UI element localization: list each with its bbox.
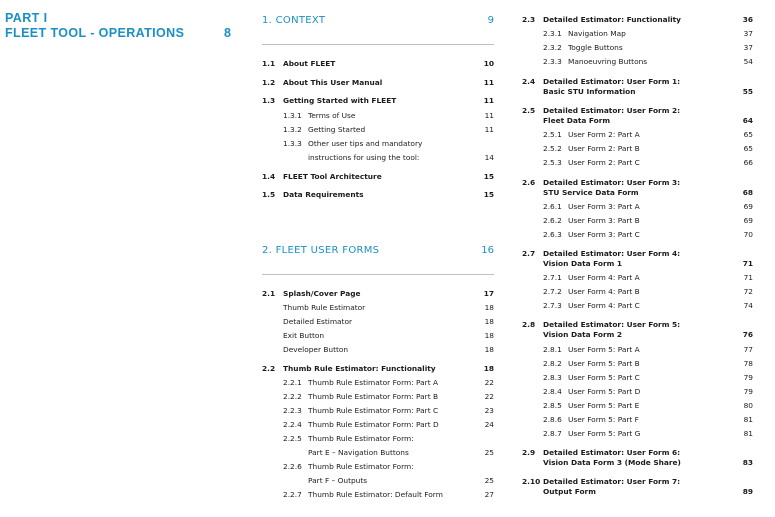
toc-entry-number: 2.3.1 [543, 29, 562, 38]
toc-entry-number: 2.8.7 [543, 429, 562, 438]
part-label: PART I [5, 11, 48, 25]
toc-entry-title[interactable]: Terms of Use [308, 111, 356, 120]
toc-entry-number: 2.2.7 [283, 490, 302, 499]
toc-entry-title[interactable]: Detailed Estimator: User Form 2: [543, 106, 681, 115]
toc-entry-title[interactable]: FLEET Tool Architecture [283, 172, 382, 181]
toc-entry-title[interactable]: User Form 2: Part C [568, 158, 640, 167]
toc-entry-title[interactable]: Detailed Estimator: User Form 3: [543, 178, 681, 187]
toc-entry-page[interactable]: 10 [483, 59, 494, 68]
toc-entry-page[interactable]: 79 [743, 373, 753, 382]
toc-entry-page[interactable]: 68 [742, 188, 753, 197]
toc-entry-page[interactable]: 24 [484, 420, 494, 429]
toc-entry-title[interactable]: Splash/Cover Page [283, 289, 361, 298]
toc-entry-number: 2.2.6 [283, 462, 302, 471]
toc-entry-page[interactable]: 22 [484, 392, 494, 401]
divider [262, 274, 494, 275]
toc-entry-page[interactable]: 25 [484, 476, 494, 485]
toc-entry-title[interactable]: Toggle Buttons [568, 43, 623, 52]
toc-entry-number: 2.8.6 [543, 415, 562, 424]
toc-entry-title[interactable]: User Form 4: Part B [568, 287, 640, 296]
chapter-1-page[interactable]: 9 [487, 15, 494, 26]
toc-entry-number: 2.5.3 [543, 158, 562, 167]
toc-entry-number: 2.7.3 [543, 301, 562, 310]
chapter-2-page[interactable]: 16 [481, 245, 494, 256]
toc-entry-number: 2.3.2 [543, 43, 562, 52]
toc-entry-title-continued[interactable]: Part E – Navigation Buttons [308, 448, 409, 457]
toc-entry-title[interactable]: About This User Manual [283, 78, 383, 87]
toc-entry-page[interactable]: 76 [742, 330, 753, 339]
toc-entry-page[interactable]: 15 [483, 172, 494, 181]
toc-entry-page[interactable]: 17 [483, 289, 494, 298]
toc-entry-number: 1.5 [262, 190, 276, 199]
toc-entry-title[interactable]: Detailed Estimator: User Form 7: [543, 477, 681, 486]
toc-entry-page[interactable]: 69 [743, 216, 753, 225]
toc-entry-page[interactable]: 65 [743, 130, 753, 139]
toc-entry-title[interactable]: User Form 5: Part E [568, 401, 640, 410]
toc-entry-number: 2.2.3 [283, 406, 302, 415]
toc-entry-title[interactable]: Thumb Rule Estimator Form: [308, 462, 414, 471]
toc-entry-title[interactable]: Detailed Estimator: User Form 6: [543, 448, 681, 457]
toc-entry-number: 2.8.1 [543, 345, 562, 354]
toc-entry-title[interactable]: User Form 5: Part G [568, 429, 641, 438]
toc-entry-page[interactable]: 80 [743, 401, 753, 410]
toc-entry-number: 2.3 [522, 15, 536, 24]
toc-entry-title[interactable]: User Form 5: Part C [568, 373, 640, 382]
toc-entry-page[interactable]: 78 [743, 359, 753, 368]
toc-entry-page[interactable]: 69 [743, 202, 753, 211]
toc-entry-title[interactable]: Other user tips and mandatory [308, 139, 423, 148]
toc-entry-title[interactable]: Thumb Rule Estimator: Functionality [283, 364, 436, 373]
toc-entry-number: 2.6.3 [543, 230, 562, 239]
toc-entry-page[interactable]: 18 [484, 331, 494, 340]
toc-entry-page[interactable]: 70 [743, 230, 753, 239]
toc-entry-page[interactable]: 11 [484, 111, 494, 120]
toc-entry-title[interactable]: Exit Button [283, 331, 325, 340]
toc-entry-title-continued[interactable]: Fleet Data Form [543, 116, 611, 125]
toc-entry-number: 1.3 [262, 96, 276, 105]
toc-entry-number: 1.3.2 [283, 125, 302, 134]
toc-entry-number: 2.7.1 [543, 273, 562, 282]
toc-entry-page[interactable]: 36 [742, 15, 753, 24]
toc-entry-number: 2.6 [522, 178, 536, 187]
toc-entry-title[interactable]: Thumb Rule Estimator: Default Form [308, 490, 443, 499]
toc-entry-number: 2.6.1 [543, 202, 562, 211]
toc-entry-title[interactable]: Navigation Map [568, 29, 626, 38]
toc-entry-title[interactable]: User Form 5: Part A [568, 345, 640, 354]
toc-entry-page[interactable]: 23 [484, 406, 494, 415]
toc-entry-title-continued[interactable]: Vision Data Form 1 [543, 259, 623, 268]
toc-entry-page[interactable]: 37 [743, 43, 753, 52]
toc-entry-title[interactable]: User Form 5: Part D [568, 387, 641, 396]
toc-entry-number: 2.3.3 [543, 57, 562, 66]
chapter-1-title[interactable]: 1. CONTEXT [262, 15, 326, 26]
toc-entry-number: 2.2.4 [283, 420, 302, 429]
toc-entry-number: 2.8.4 [543, 387, 562, 396]
toc-entry-number: 2.5 [522, 106, 536, 115]
toc-entry-title[interactable]: Thumb Rule Estimator Form: Part D [308, 420, 439, 429]
toc-entry-page[interactable]: 77 [743, 345, 753, 354]
toc-entry-title[interactable]: Detailed Estimator: User Form 5: [543, 320, 681, 329]
toc-entry-page[interactable]: 71 [743, 273, 753, 282]
toc-entry-title[interactable]: Thumb Rule Estimator Form: Part C [308, 406, 439, 415]
toc-entry-title-continued[interactable]: Output Form [543, 487, 596, 496]
chapter-2-toc [262, 289, 494, 504]
toc-entry-number: 2.2.5 [283, 434, 302, 443]
toc-entry-title[interactable]: User Form 5: Part B [568, 359, 640, 368]
divider [262, 44, 494, 45]
toc-entry-number: 2.9 [522, 448, 536, 457]
toc-entry-title-continued[interactable]: instructions for using the tool: [308, 153, 420, 162]
toc-entry-number: 1.3.3 [283, 139, 302, 148]
toc-entry-number: 2.4 [522, 77, 536, 86]
toc-entry-page[interactable]: 64 [742, 116, 753, 125]
toc-entry-page[interactable]: 11 [483, 96, 494, 105]
toc-entry-page[interactable]: 54 [743, 57, 753, 66]
toc-entry-title[interactable]: User Form 3: Part B [568, 216, 640, 225]
toc-entry-title[interactable]: Thumb Rule Estimator Form: [308, 434, 414, 443]
toc-entry-number: 2.6.2 [543, 216, 562, 225]
toc-entry-page[interactable]: 66 [743, 158, 753, 167]
toc-entry-page[interactable]: 55 [742, 87, 753, 96]
toc-entry-page[interactable]: 74 [743, 301, 753, 310]
toc-entry-title-continued[interactable]: Part F – Outputs [308, 476, 368, 485]
toc-entry-number: 2.2.1 [283, 378, 302, 387]
toc-entry-page[interactable]: 14 [484, 153, 494, 162]
toc-entry-title[interactable]: Detailed Estimator: Functionality [543, 15, 681, 24]
toc-entry-number: 2.1 [262, 289, 276, 298]
toc-entry-title-continued[interactable]: Vision Data Form 3 (Mode Share) [543, 458, 681, 467]
toc-entry-page[interactable]: 25 [484, 448, 494, 457]
toc-entry-number: 2.2.2 [283, 392, 302, 401]
toc-entry-title[interactable]: User Form 3: Part A [568, 202, 640, 211]
toc-entry-page[interactable]: 15 [483, 190, 494, 199]
toc-entry-number: 2.8 [522, 320, 536, 329]
toc-entry-title[interactable]: Detailed Estimator: User Form 1: [543, 77, 681, 86]
part-page-number[interactable]: 8 [224, 26, 231, 40]
toc-entry-title[interactable]: User Form 5: Part F [568, 415, 639, 424]
toc-entry-number: 2.7 [522, 249, 536, 258]
toc-entry-title[interactable]: Thumb Rule Estimator Form: Part A [308, 378, 439, 387]
toc-entry-number: 2.5.1 [543, 130, 562, 139]
toc-entry-page[interactable]: 22 [484, 378, 494, 387]
toc-entry-number: 1.1 [262, 59, 276, 68]
toc-entry-page[interactable]: 65 [743, 144, 753, 153]
toc-entry-page[interactable]: 79 [743, 387, 753, 396]
toc-entry-page[interactable]: 11 [484, 125, 494, 134]
toc-entry-number: 2.7.2 [543, 287, 562, 296]
toc-entry-page[interactable]: 71 [742, 259, 753, 268]
toc-entry-page[interactable]: 18 [484, 317, 494, 326]
toc-entry-title[interactable]: User Form 3: Part C [568, 230, 640, 239]
toc-entry-page[interactable]: 83 [742, 458, 753, 467]
toc-entry-title[interactable]: Manoeuvring Buttons [568, 57, 648, 66]
toc-entry-page[interactable]: 18 [484, 303, 494, 312]
toc-entry-page[interactable]: 81 [743, 429, 753, 438]
toc-entry-number: 1.2 [262, 78, 276, 87]
toc-entry-title[interactable]: Thumb Rule Estimator [283, 303, 366, 312]
toc-entry-title[interactable]: Data Requirements [283, 190, 364, 199]
toc-entry-title[interactable]: User Form 4: Part C [568, 301, 640, 310]
toc-entry-number: 2.10 [522, 477, 541, 486]
toc-entry-number: 1.3.1 [283, 111, 302, 120]
toc-entry-title[interactable]: Developer Button [283, 345, 349, 354]
chapter-2-toc-continued [522, 15, 753, 500]
toc-entry-title[interactable]: About FLEET [283, 59, 336, 68]
toc-entry-page[interactable]: 72 [743, 287, 753, 296]
toc-entry-page[interactable]: 18 [483, 364, 494, 373]
toc-entry-title-continued[interactable]: STU Service Data Form [543, 188, 639, 197]
part-title: FLEET TOOL - OPERATIONS [5, 26, 185, 40]
toc-entry-number: 2.8.5 [543, 401, 562, 410]
chapter-2-title[interactable]: 2. FLEET USER FORMS [262, 245, 380, 256]
toc-entry-page[interactable]: 89 [742, 487, 753, 496]
toc-entry-title[interactable]: Getting Started with FLEET [283, 96, 397, 105]
toc-entry-title[interactable]: User Form 2: Part A [568, 130, 640, 139]
toc-entry-title[interactable]: Thumb Rule Estimator Form: Part B [308, 392, 439, 401]
toc-entry-number: 2.8.3 [543, 373, 562, 382]
toc-entry-number: 2.2 [262, 364, 276, 373]
toc-entry-number: 1.4 [262, 172, 276, 181]
toc-entry-page[interactable]: 81 [743, 415, 753, 424]
toc-entry-title[interactable]: User Form 2: Part B [568, 144, 640, 153]
toc-entry-page[interactable]: 18 [484, 345, 494, 354]
toc-entry-title-continued[interactable]: Basic STU Information [543, 87, 636, 96]
toc-entry-title[interactable]: User Form 4: Part A [568, 273, 640, 282]
toc-entry-title[interactable]: Detailed Estimator: User Form 4: [543, 249, 681, 258]
toc-entry-title[interactable]: Detailed Estimator [283, 317, 353, 326]
toc-entry-number: 2.8.2 [543, 359, 562, 368]
toc-entry-page[interactable]: 11 [483, 78, 494, 87]
toc-entry-page[interactable]: 37 [743, 29, 753, 38]
toc-entry-title[interactable]: Getting Started [308, 125, 366, 134]
toc-entry-title-continued[interactable]: Vision Data Form 2 [543, 330, 623, 339]
toc-entry-page[interactable]: 27 [484, 490, 494, 499]
toc-entry-number: 2.5.2 [543, 144, 562, 153]
